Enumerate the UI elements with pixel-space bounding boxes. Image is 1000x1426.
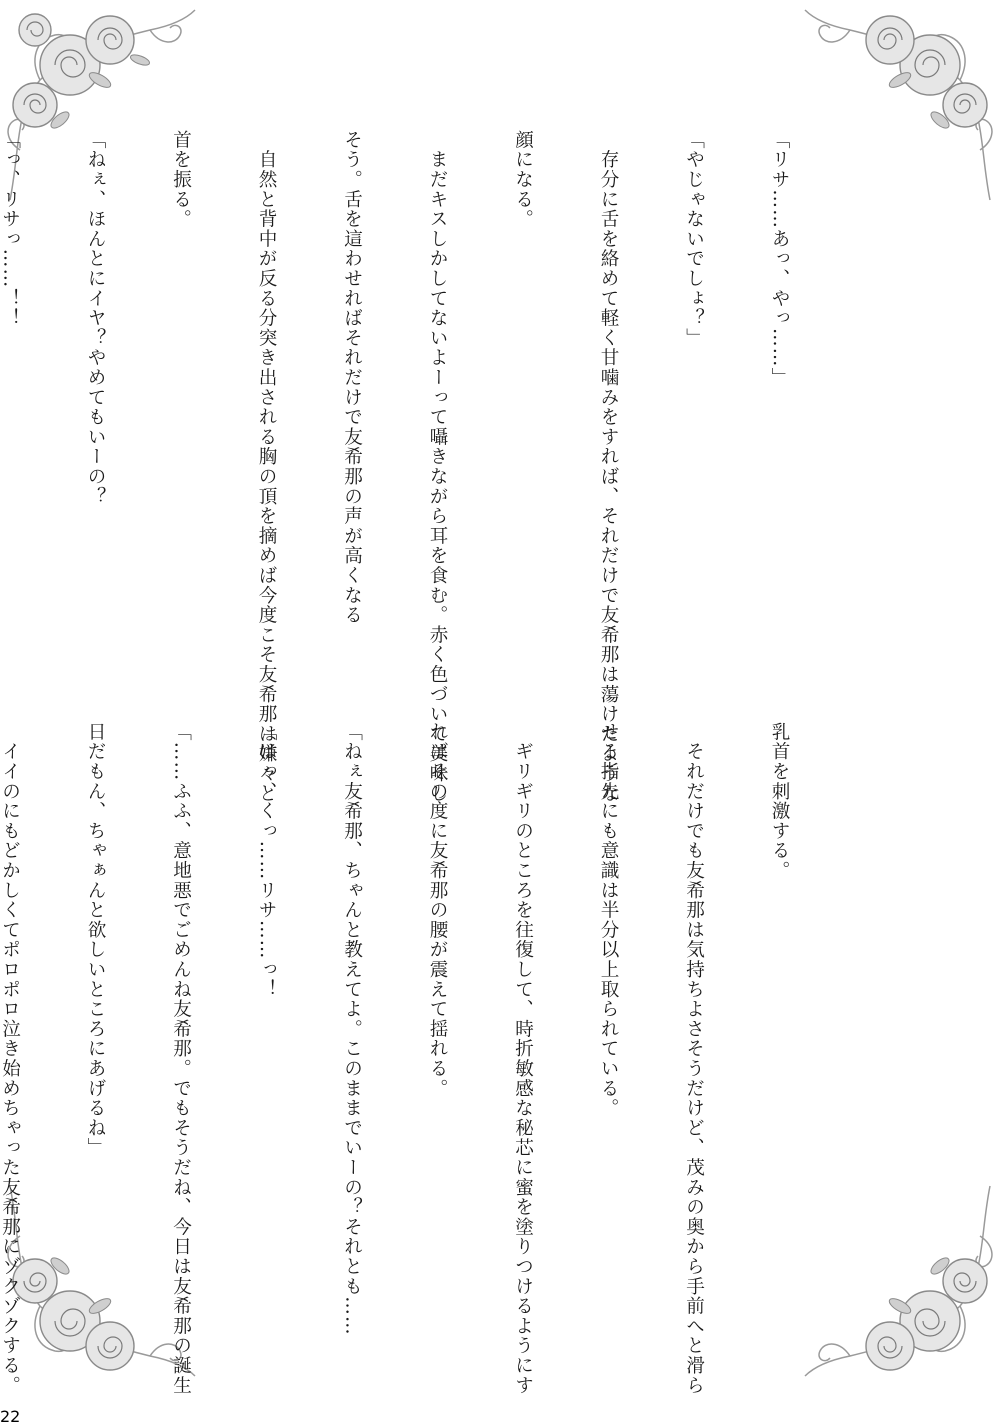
text-line: それだけでも友希那は気持ちよさそうだけど、茂みの奥から手前へと滑ら [683,722,705,1396]
text-block-bottom [0,722,850,1396]
text-line: ギリギリのところを往復して、時折敏感な秘芯に蜜を塗りつけるようにす [512,722,534,1396]
text-line: まだキスしかしてないよーって囁きながら耳を食む。赤く色づいて美味し [427,130,448,804]
text-line: 「ねぇ友希那、ちゃんと教えてよ。このままでいーの？それとも…… [341,722,363,1336]
text-line: 「やじゃないでしょ？」 [683,130,705,348]
text-line: 「っ、リサっ……！！ [0,130,21,328]
text-line: 「ねぇ、ほんとにイヤ？やめてもいーの？ [85,130,106,507]
text-line: 「リサ……あっ、やっ……」 [769,130,790,388]
text-line: 「はっ、くっ……リサ……っ！ [256,722,277,1000]
text-line: そう。舌を這わせればそれだけで友希那の声が高くなる [341,130,363,625]
text-line: 乳首を刺激する。 [769,722,790,881]
text-line: 首を振る。 [170,130,192,229]
text-line: 自然と背中が反る分突き出される胸の頂を摘めば今度こそ友希那は嫌々と [256,130,277,804]
text-line: イイのにもどかしくてポロポロ泣き始めちゃった友希那にゾクゾクする。 [0,722,21,1396]
text-line: 日だもん、ちゃぁんと欲しいところにあげるね」 [85,722,106,1158]
text-line: 顔になる。 [512,130,534,229]
text-line: 「……ふふ、意地悪でごめんね友希那。でもそうだね、今日は友希那の誕生 [170,722,192,1396]
page-number: 22 [0,1407,21,1426]
text-line: ればその度に友希那の腰が震えて揺れる。 [427,722,448,1099]
text-line: 存分に舌を絡めて軽く甘噛みをすれば、それだけで友希那は蕩けたような [598,130,619,804]
text-line: せる指先にも意識は半分以上取られている。 [598,722,619,1118]
